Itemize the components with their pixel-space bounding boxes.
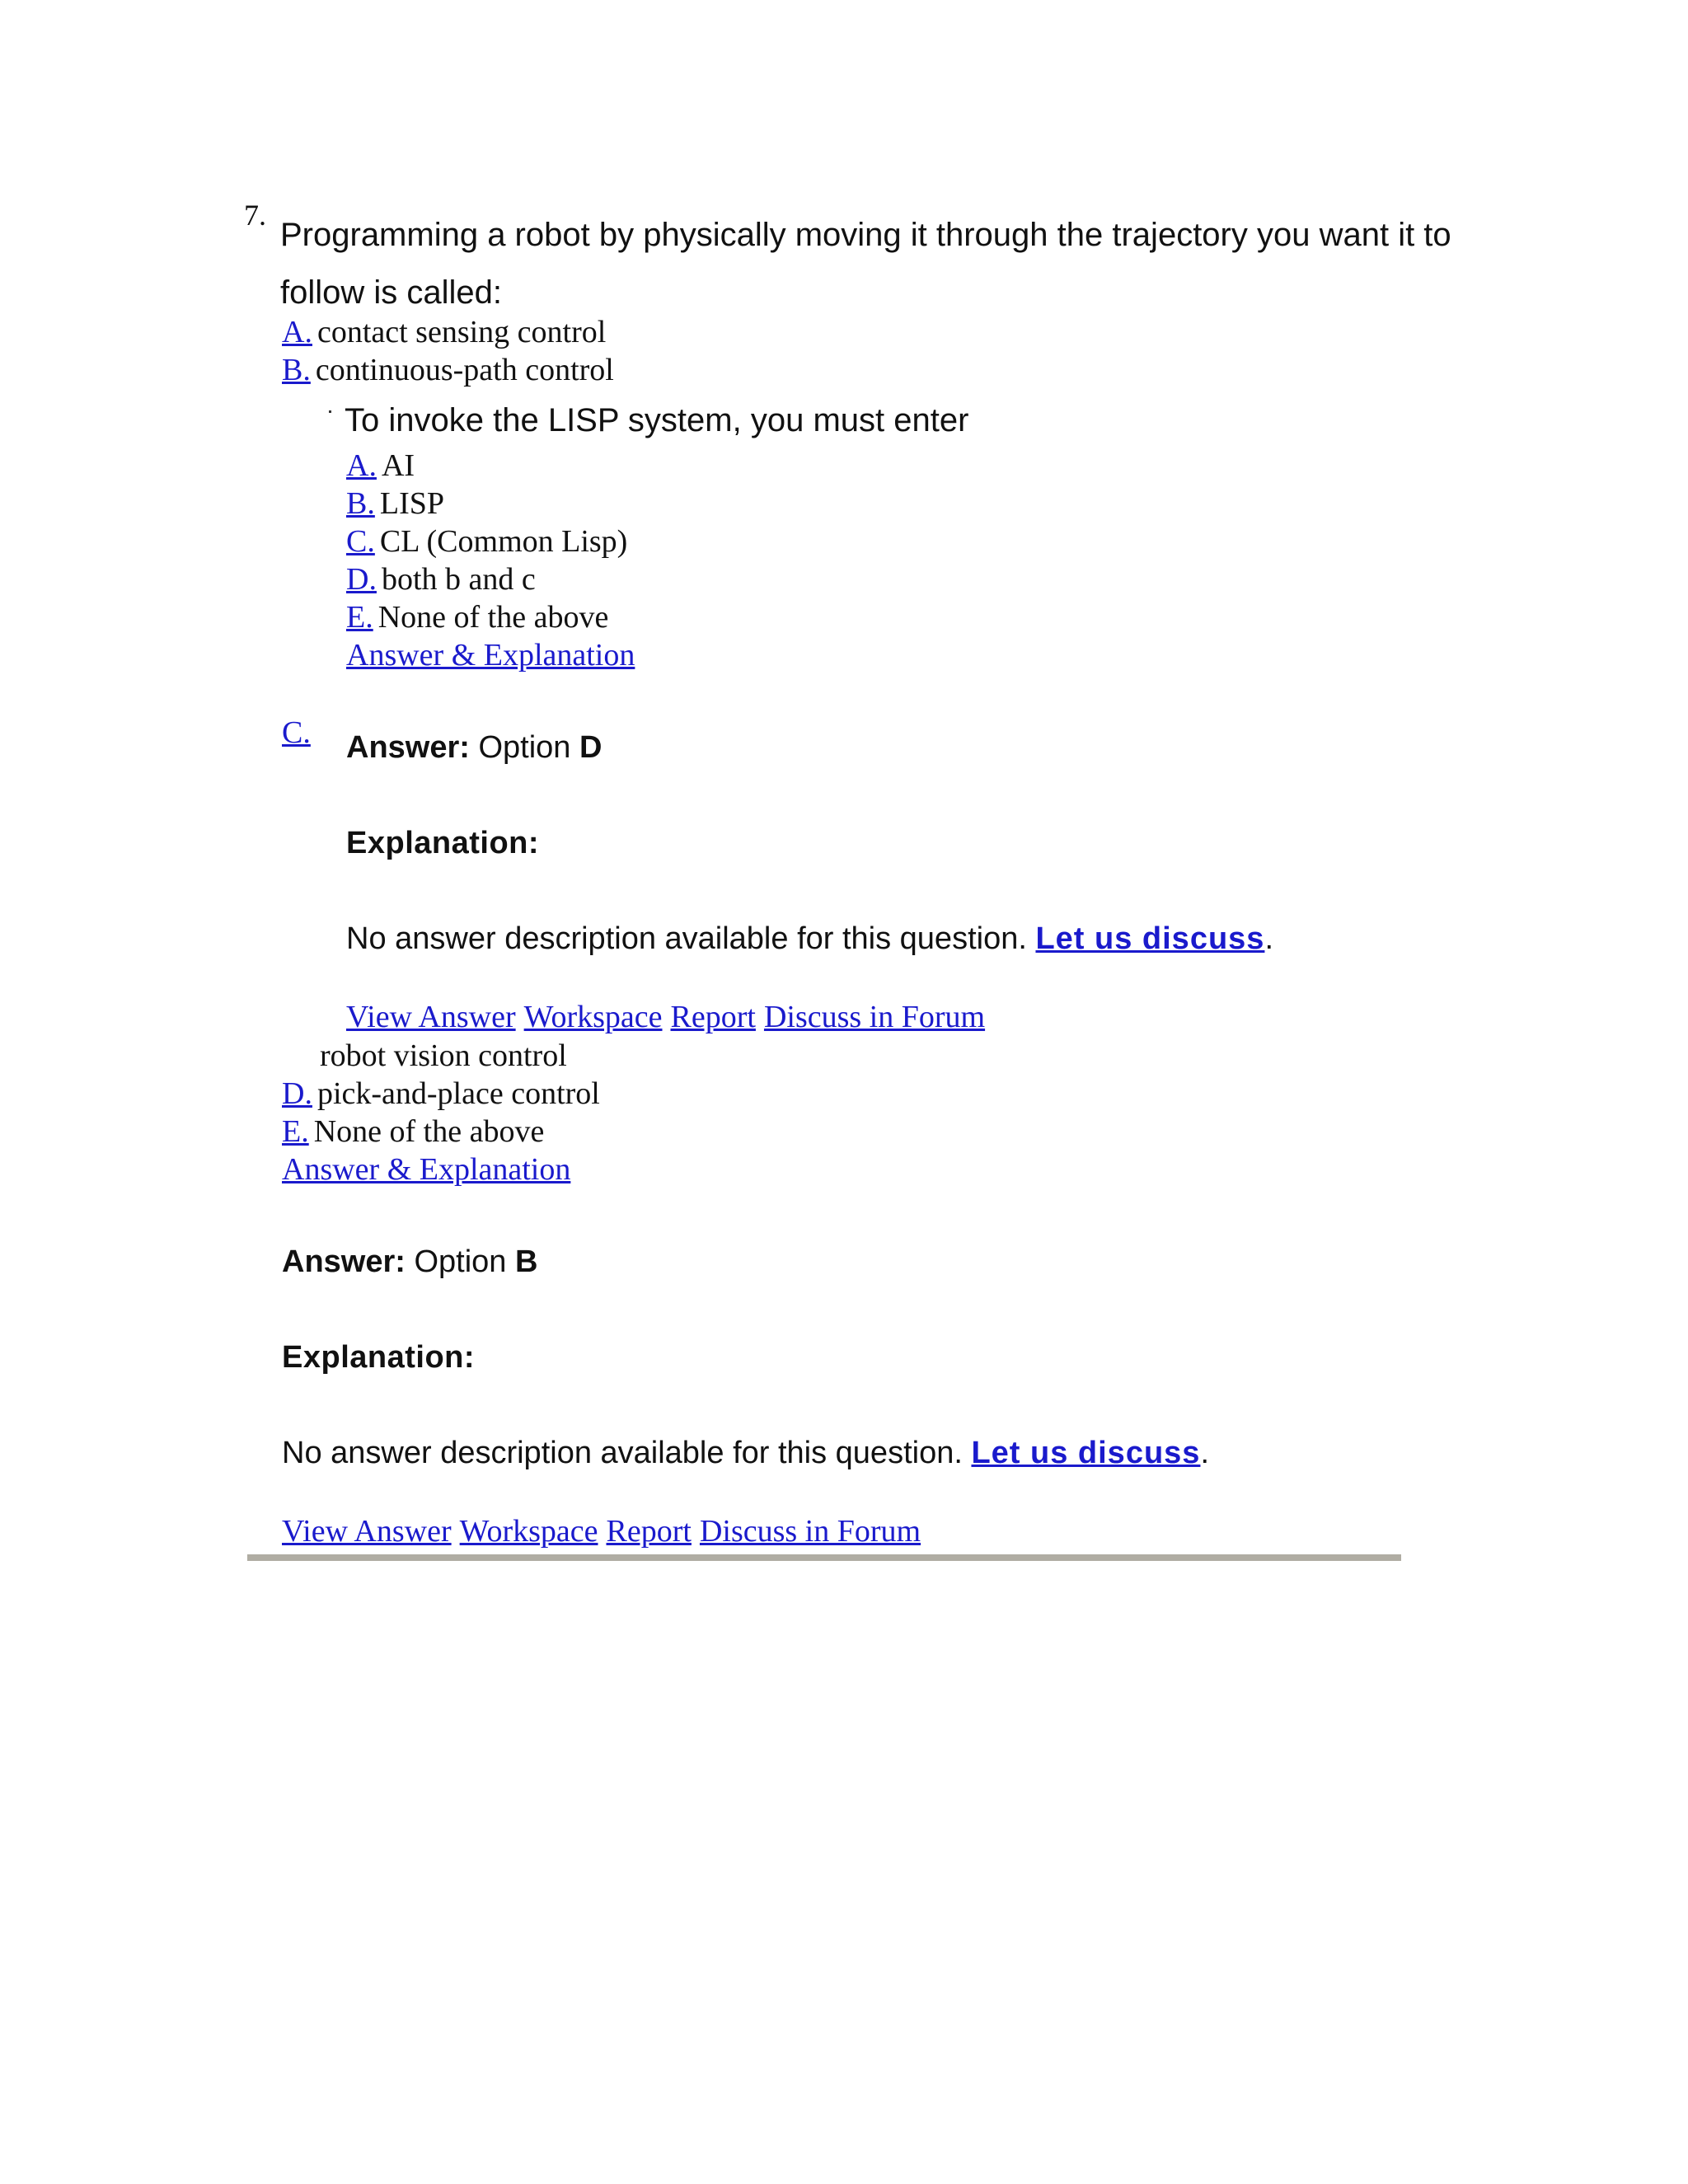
nested-question-text: To invoke the LISP system, you must enter xyxy=(345,402,969,438)
nested-discuss-link[interactable]: Let us discuss xyxy=(1035,921,1265,956)
option-d-label[interactable]: D. xyxy=(282,1076,312,1111)
option-e xyxy=(282,1113,544,1151)
option-a-text: contact sensing control xyxy=(316,315,607,349)
question-number: 7. xyxy=(244,199,266,232)
discuss-link[interactable]: Let us discuss xyxy=(971,1436,1201,1470)
nested-option-d-text: both b and c xyxy=(381,562,536,597)
description xyxy=(282,1436,1209,1471)
nested-option-b-text: LISP xyxy=(379,486,444,521)
nested-view-answer-link[interactable]: View Answer xyxy=(346,1000,516,1034)
option-e-text: None of the above xyxy=(313,1114,545,1149)
nested-option-d-label[interactable]: D. xyxy=(346,562,377,597)
nested-description-text: No answer description available for this question. xyxy=(346,921,1027,956)
option-b-text: continuous-path control xyxy=(315,353,614,387)
nested-option-e-text: None of the above xyxy=(377,600,609,635)
nested-option-c xyxy=(346,523,627,560)
nested-answer-explanation-link[interactable]: Answer & Explanation xyxy=(346,638,635,673)
option-c-text: robot vision control xyxy=(320,1038,567,1073)
question-text-line2: follow is called: xyxy=(280,274,503,311)
option-a-label[interactable]: A. xyxy=(282,315,312,349)
nested-answer-prefix: Option xyxy=(478,730,571,765)
view-answer-link[interactable]: View Answer xyxy=(282,1514,452,1549)
nested-answer xyxy=(346,730,602,766)
report-link[interactable]: Report xyxy=(606,1514,692,1549)
nested-option-c-text: CL (Common Lisp) xyxy=(379,524,628,559)
footer-links xyxy=(282,1513,929,1549)
description-end: . xyxy=(1200,1436,1209,1470)
nested-option-a-text: AI xyxy=(381,448,415,483)
option-e-label[interactable]: E. xyxy=(282,1114,309,1149)
answer-label: Answer: xyxy=(282,1244,406,1279)
nested-report-link[interactable]: Report xyxy=(670,1000,756,1034)
discuss-forum-link[interactable]: Discuss in Forum xyxy=(699,1514,921,1549)
question-text-line1: Programming a robot by physically moving it through the trajectory you want it to xyxy=(280,217,1451,253)
nested-option-e xyxy=(346,598,608,636)
option-d xyxy=(282,1075,600,1113)
nested-option-a-label[interactable]: A. xyxy=(346,448,377,483)
nested-option-a xyxy=(346,447,415,485)
answer-explanation-link[interactable]: Answer & Explanation xyxy=(282,1152,571,1187)
answer xyxy=(282,1244,537,1280)
nested-workspace-link[interactable]: Workspace xyxy=(523,1000,663,1034)
nested-explanation-label: Explanation: xyxy=(346,826,540,860)
option-c-label[interactable]: C. xyxy=(282,715,311,750)
nested-description xyxy=(346,921,1273,957)
description-text: No answer description available for this question. xyxy=(282,1436,963,1470)
horizontal-rule xyxy=(247,1554,1401,1561)
nested-answer-value: D xyxy=(579,730,603,765)
workspace-link[interactable]: Workspace xyxy=(459,1514,598,1549)
nested-description-end: . xyxy=(1264,921,1273,956)
nested-option-c-label[interactable]: C. xyxy=(346,524,375,559)
option-a xyxy=(282,313,606,351)
explanation-label: Explanation: xyxy=(282,1340,476,1375)
nested-footer-links xyxy=(346,999,993,1035)
nested-option-e-label[interactable]: E. xyxy=(346,600,373,635)
nested-option-d xyxy=(346,560,536,598)
option-b-label[interactable]: B. xyxy=(282,353,311,387)
option-d-text: pick-and-place control xyxy=(316,1076,600,1111)
answer-value: B xyxy=(515,1244,538,1279)
answer-prefix: Option xyxy=(414,1244,507,1279)
bullet-dot xyxy=(329,410,331,413)
nested-discuss-forum-link[interactable]: Discuss in Forum xyxy=(763,1000,986,1034)
option-b xyxy=(282,351,614,389)
nested-answer-label: Answer: xyxy=(346,730,470,765)
nested-option-b-label[interactable]: B. xyxy=(346,486,375,521)
nested-option-b xyxy=(346,485,444,523)
